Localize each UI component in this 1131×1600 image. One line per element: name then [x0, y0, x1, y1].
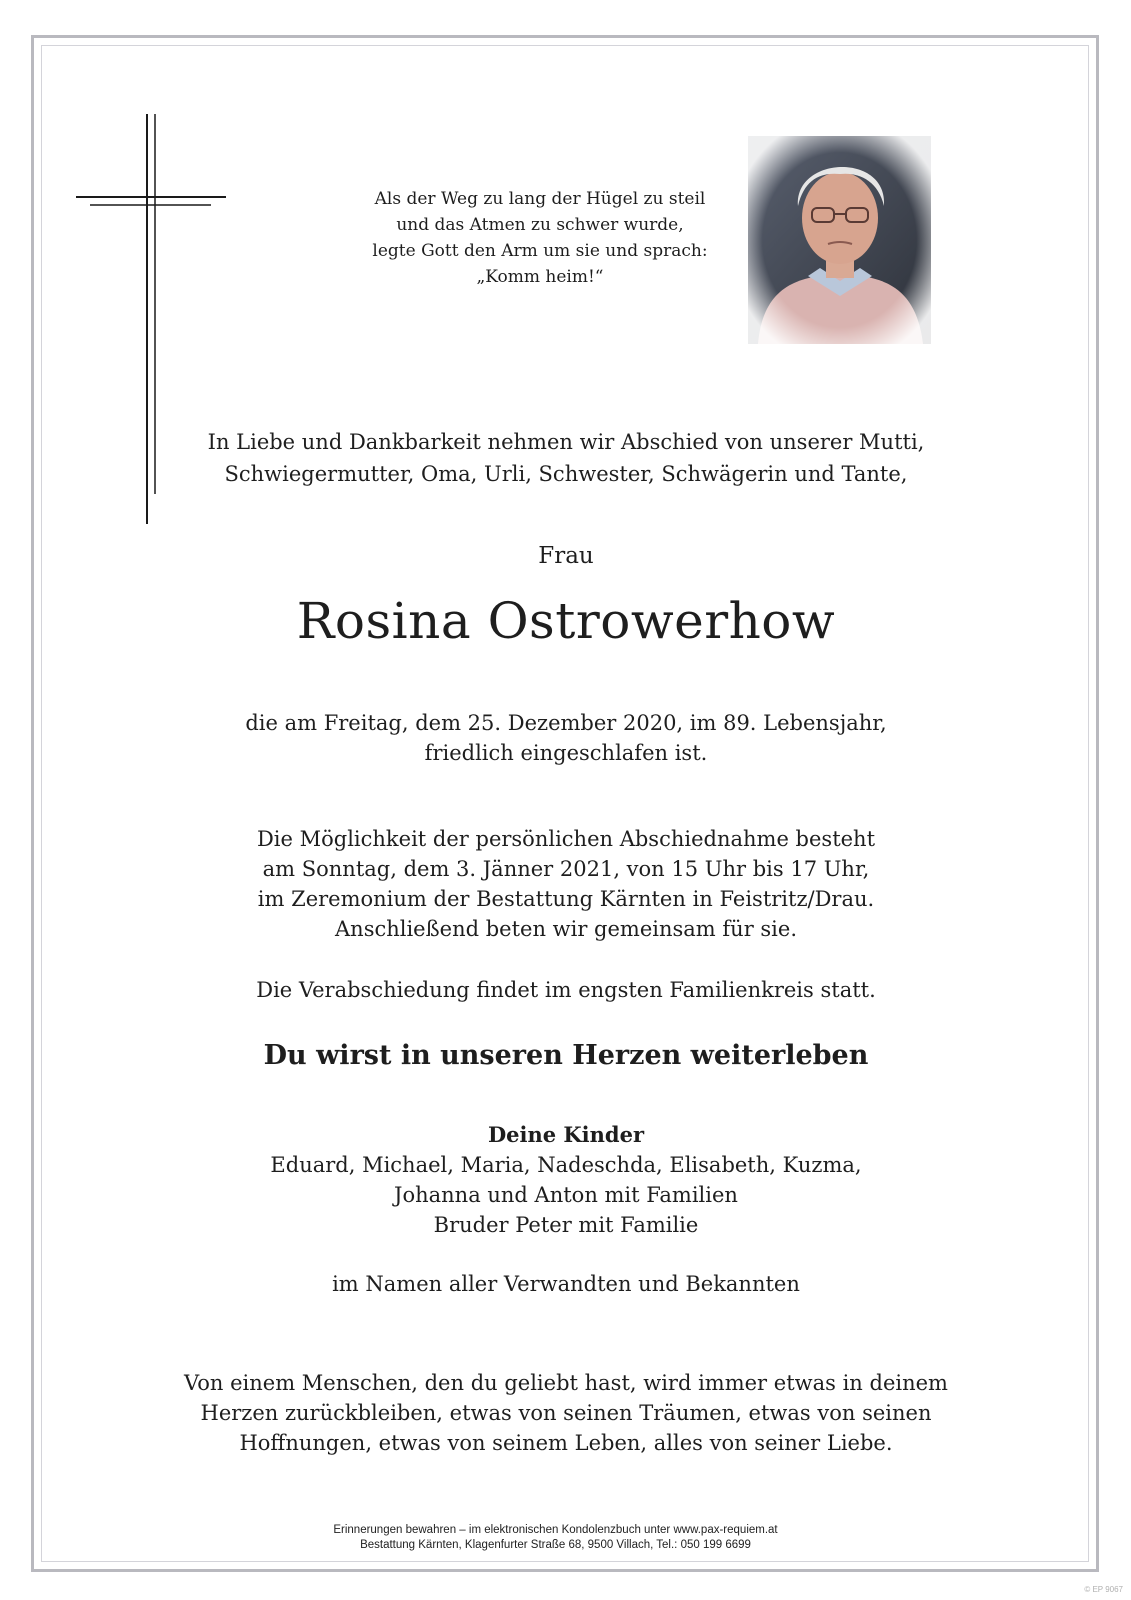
motto-line: Als der Weg zu lang der Hügel zu steil: [374, 189, 706, 209]
motto-poem: [350, 186, 730, 290]
farewell-note: Die Verabschiedung findet im engsten Familienkreis statt.: [256, 978, 876, 1002]
family-heading: Deine Kinder: [487, 1122, 645, 1147]
footer: [200, 1523, 911, 1553]
viewing-line: am Sonntag, dem 3. Jänner 2021, von 15 Uhr bis 17 Uhr,: [262, 857, 870, 881]
motto-line: legte Gott den Arm um sie und sprach:: [372, 241, 708, 261]
heart-line: Du wirst in unseren Herzen weiterleben: [263, 1040, 869, 1071]
motto-line: „Komm heim!“: [476, 267, 604, 287]
relatives-line: im Namen aller Verwandten und Bekannten: [332, 1272, 800, 1296]
death-line: friedlich eingeschlafen ist.: [424, 741, 708, 765]
intro-text: [130, 426, 1002, 490]
family-line: Eduard, Michael, Maria, Nadeschda, Elisabeth, Kuzma,: [270, 1153, 862, 1177]
viewing-line: im Zeremonium der Bestattung Kärnten in Feistritz/Drau.: [257, 887, 875, 911]
quote-line: Von einem Menschen, den du geliebt hast, wird immer etwas in deinem: [184, 1371, 948, 1395]
viewing-line: Die Möglichkeit der persönlichen Abschiednahme besteht: [256, 827, 876, 851]
death-line: die am Freitag, dem 25. Dezember 2020, im 89. Lebensjahr,: [245, 711, 887, 735]
footer-address-line: Bestattung Kärnten, Klagenfurter Straße 68, 9500 Villach, Tel.: 050 199 6699: [360, 1539, 751, 1551]
footer-condolence-line: Erinnerungen bewahren – im elektronischen Kondolenzbuch unter www.pax-requiem.at: [333, 1524, 778, 1536]
portrait-photo: [748, 136, 931, 344]
deceased-name: Rosina Ostrowerhow: [296, 592, 836, 650]
death-notice: [130, 708, 1002, 768]
corner-mark: © EP 9067: [1084, 1585, 1123, 1594]
quote-line: Hoffnungen, etwas von seinem Leben, alles von seiner Liebe.: [239, 1431, 893, 1455]
viewing-line: Anschließend beten wir gemeinsam für sie.: [335, 917, 797, 941]
viewing-info: [130, 824, 1002, 944]
closing-quote: [110, 1368, 1022, 1458]
family-line: Johanna und Anton mit Familien: [394, 1183, 738, 1207]
quote-line: Herzen zurückbleiben, etwas von seinen Träumen, etwas von seinen: [200, 1401, 932, 1425]
motto-line: und das Atmen zu schwer wurde,: [396, 215, 684, 235]
family-line: Bruder Peter mit Familie: [433, 1213, 699, 1237]
family-section: [130, 1120, 1002, 1240]
intro-line: In Liebe und Dankbarkeit nehmen wir Abschied von unserer Mutti,: [207, 430, 925, 454]
salutation: Frau: [538, 543, 594, 569]
intro-line: Schwiegermutter, Oma, Urli, Schwester, Schwägerin und Tante,: [224, 462, 908, 486]
